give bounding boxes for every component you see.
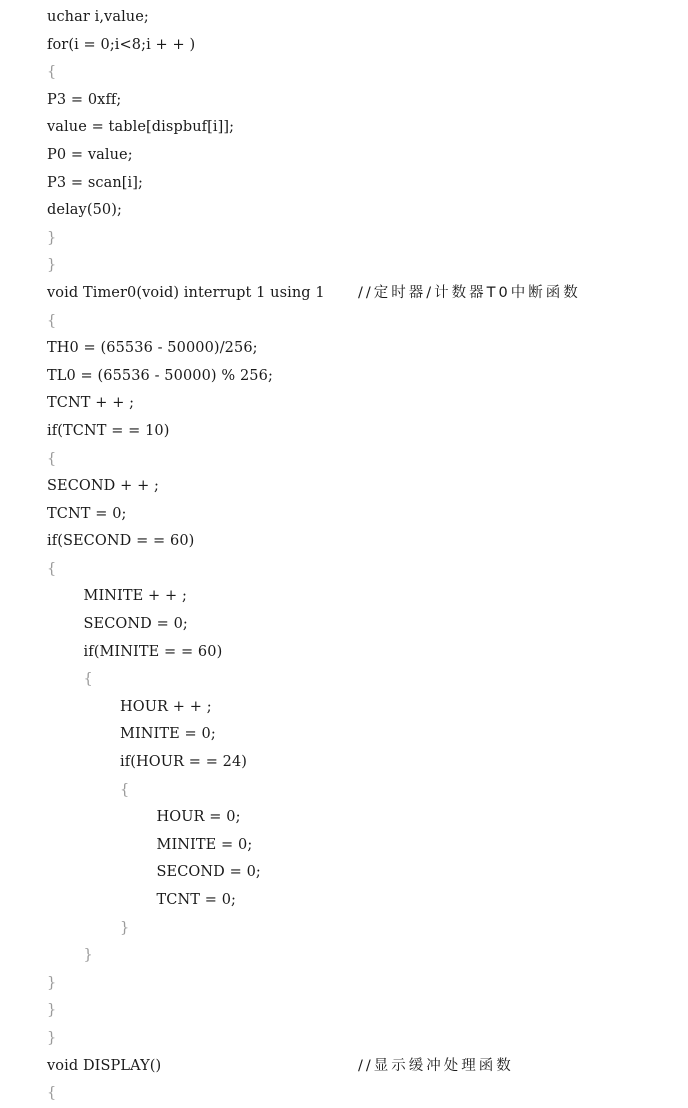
code-line	[0, 335, 688, 363]
code-text: HOUR = 0;	[156, 809, 241, 826]
code-text: TH0 = (65536 - 50000)/256;	[47, 340, 258, 357]
code-line	[0, 556, 688, 584]
code-line	[0, 639, 688, 667]
code-line	[0, 1025, 688, 1053]
code-text: }	[47, 1029, 57, 1046]
code-line	[0, 418, 688, 446]
code-comment: //定时器/计数器T0中断函数	[358, 284, 581, 301]
code-text: {	[120, 781, 130, 798]
code-text: uchar i,value;	[47, 9, 149, 25]
code-text: {	[83, 671, 93, 688]
code-text: if(MINITE = = 60)	[83, 643, 223, 660]
code-text: TCNT = 0;	[156, 892, 237, 908]
code-text: SECOND + + ;	[47, 478, 160, 495]
code-text: {	[47, 64, 57, 81]
code-text: TCNT = 0;	[47, 505, 127, 522]
code-text: void Timer0(void) interrupt 1 using 1	[47, 284, 325, 301]
code-line	[0, 997, 688, 1025]
code-line	[0, 446, 688, 474]
code-line	[0, 225, 688, 253]
code-text: SECOND = 0;	[156, 864, 261, 881]
code-text: for(i = 0;i<8;i + + )	[47, 36, 196, 53]
code-text: if(SECOND = = 60)	[47, 533, 195, 550]
code-line	[0, 197, 688, 225]
code-line	[0, 114, 688, 142]
code-line	[0, 280, 688, 308]
code-line	[0, 694, 688, 722]
code-line	[0, 501, 688, 529]
code-line	[0, 583, 688, 611]
code-text: P3 = scan[i];	[47, 174, 144, 191]
code-text: P0 = value;	[47, 146, 133, 163]
code-line	[0, 942, 688, 970]
code-text: HOUR + + ;	[120, 698, 212, 715]
code-text: MINITE + + ;	[83, 588, 187, 605]
code-line	[0, 4, 688, 32]
code-line	[0, 473, 688, 501]
code-text: }	[47, 229, 57, 246]
code-line	[0, 887, 688, 915]
code-line	[0, 308, 688, 336]
code-line	[0, 252, 688, 280]
code-text: MINITE = 0;	[156, 836, 253, 853]
code-text: }	[47, 1002, 57, 1019]
code-text: TL0 = (65536 - 50000) % 256;	[47, 367, 273, 384]
code-text: {	[47, 560, 57, 577]
code-line	[0, 390, 688, 418]
code-line	[0, 1053, 688, 1081]
code-text: if(HOUR = = 24)	[120, 754, 248, 771]
code-comment: //显示缓冲处理函数	[358, 1057, 514, 1074]
code-line	[0, 832, 688, 860]
code-line	[0, 666, 688, 694]
code-line	[0, 363, 688, 391]
code-text: {	[47, 312, 57, 329]
code-line	[0, 915, 688, 943]
code-text: TCNT + + ;	[47, 395, 135, 412]
code-text: {	[47, 1085, 57, 1102]
code-text: value = table[dispbuf[i]];	[47, 119, 235, 136]
code-line	[0, 32, 688, 60]
code-line	[0, 749, 688, 777]
code-text: {	[47, 450, 57, 467]
code-text: if(TCNT = = 10)	[47, 422, 170, 439]
code-line	[0, 59, 688, 87]
code-text: void DISPLAY()	[47, 1057, 162, 1074]
code-line	[0, 142, 688, 170]
code-text: P3 = 0xff;	[47, 91, 122, 108]
code-line	[0, 87, 688, 115]
code-line	[0, 777, 688, 805]
code-text: MINITE = 0;	[120, 726, 216, 743]
code-line	[0, 170, 688, 198]
code-line	[0, 528, 688, 556]
code-line	[0, 721, 688, 749]
code-text: }	[120, 919, 130, 936]
code-text: }	[47, 974, 57, 991]
code-text: SECOND = 0;	[83, 616, 188, 633]
code-text: }	[83, 947, 93, 964]
code-line	[0, 804, 688, 832]
code-listing	[0, 4, 688, 1108]
code-line	[0, 859, 688, 887]
code-text: delay(50);	[47, 202, 122, 219]
code-text: }	[47, 257, 57, 274]
code-line	[0, 1080, 688, 1108]
code-line	[0, 611, 688, 639]
code-line	[0, 970, 688, 998]
